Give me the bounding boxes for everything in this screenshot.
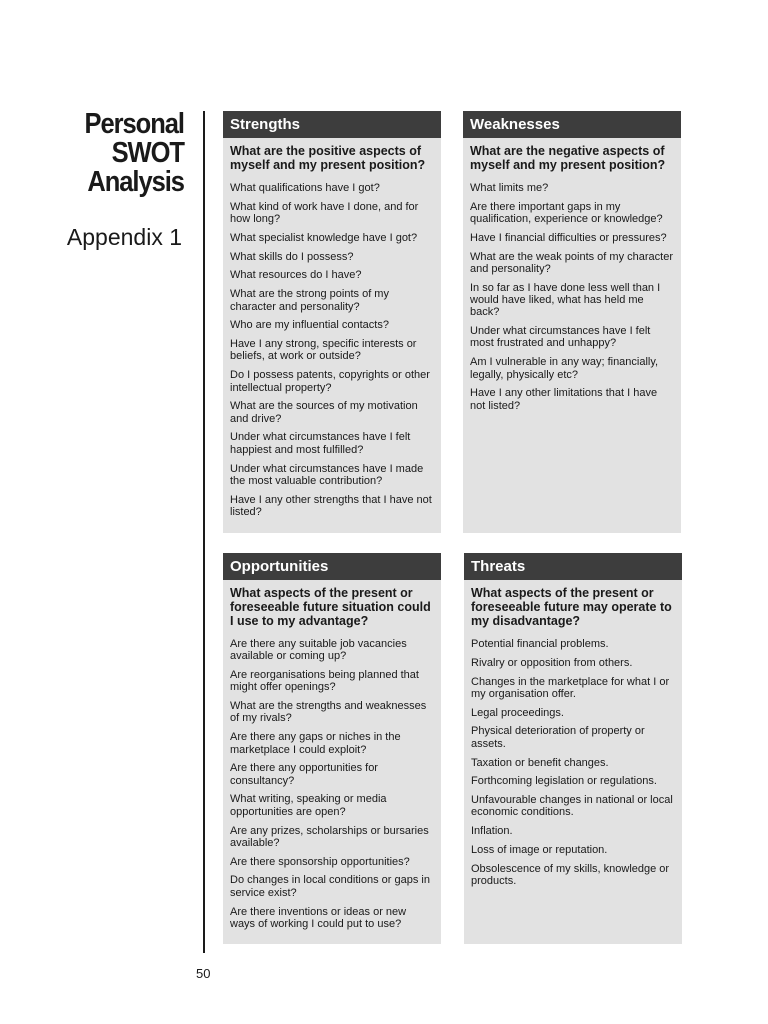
list-item: What resources do I have? <box>230 269 362 282</box>
title-line: SWOT <box>111 137 184 169</box>
list-item: Do I possess patents, copyrights or other intellectual property? <box>230 369 430 394</box>
list-item: What limits me? <box>470 182 549 194</box>
list-item: Are there any opportunities for consultancy? <box>230 762 378 787</box>
list-item: Are any prizes, scholarships or bursaries available? <box>230 824 429 849</box>
list-item: Are there any suitable job vacancies available or coming up? <box>230 638 407 663</box>
list-item: Rivalry or opposition from others. <box>471 656 633 669</box>
list-item: Under what circumstances have I felt most frustrated and unhappy? <box>470 325 651 350</box>
list-item: Have I any other strengths that I have not listed? <box>230 493 432 518</box>
list-item: Obsolescence of my skills, knowledge or products. <box>471 862 670 888</box>
strengths-lead: What are the positive aspects of myself and my present position? <box>230 144 426 172</box>
list-item: Physical deterioration of property or assets. <box>471 725 645 750</box>
list-item: Are there inventions or ideas or new ways of working I could put to use? <box>230 905 407 930</box>
list-item: What are the sources of my motivation and drive? <box>230 400 418 425</box>
title-line: Personal <box>84 108 184 140</box>
strengths-heading: Strengths <box>223 111 441 138</box>
weaknesses-lead: What are the negative aspects of myself and my present position? <box>470 144 666 172</box>
list-item: Have I any other limitations that I have not listed? <box>470 387 658 412</box>
list-item: Have I financial difficulties or pressures? <box>470 231 667 244</box>
list-item: Are there important gaps in my qualification, experience or knowledge? <box>470 200 663 226</box>
page-title <box>85 110 184 197</box>
list-item: Do changes in local conditions or gaps in service exist? <box>230 874 430 899</box>
opportunities-box <box>223 553 441 944</box>
list-item: What are the weak points of my character and personality? <box>470 250 673 275</box>
vertical-divider <box>203 111 205 953</box>
list-item: Have I any strong, specific interests or beliefs, at work or outside? <box>230 338 417 363</box>
opportunities-heading: Opportunities <box>223 553 441 580</box>
threats-lead: What aspects of the present or foreseeable future may operate to my disadvantage? <box>471 586 672 628</box>
list-item: Legal proceedings. <box>471 706 564 719</box>
list-item: What specialist knowledge have I got? <box>230 231 418 244</box>
list-item: Are there sponsorship opportunities? <box>230 855 410 868</box>
page-number: 50 <box>196 966 211 981</box>
list-item: Taxation or benefit changes. <box>471 756 609 769</box>
list-item: What skills do I possess? <box>230 250 354 263</box>
list-item: Loss of image or reputation. <box>471 844 608 857</box>
strengths-box <box>223 111 441 533</box>
list-item: Changes in the marketplace for what I or my organisation offer. <box>471 675 670 700</box>
appendix-label: Appendix 1 <box>66 224 182 250</box>
weaknesses-heading: Weaknesses <box>463 111 681 138</box>
threats-box <box>464 553 682 944</box>
list-item: Who are my influential contacts? <box>230 319 389 332</box>
list-item: Forthcoming legislation or regulations. <box>471 775 657 788</box>
list-item: What are the strengths and weaknesses of my rivals? <box>230 700 427 725</box>
list-item: Am I vulnerable in any way; financially, legally, physically etc? <box>470 356 659 381</box>
opportunities-lead: What aspects of the present or foreseeable future situation could I use to my advantage? <box>230 586 431 628</box>
weaknesses-box <box>463 111 681 533</box>
list-item: What kind of work have I done, and for how long? <box>230 200 419 226</box>
list-item: Unfavourable changes in national or local economic conditions. <box>471 794 673 819</box>
list-item: What are the strong points of my character and personality? <box>230 288 389 313</box>
list-item: Potential financial problems. <box>471 638 609 650</box>
list-item: In so far as I have done less well than I would have liked, what has held me back? <box>470 281 661 319</box>
title-line: Analysis <box>87 166 184 198</box>
threats-heading: Threats <box>464 553 682 580</box>
list-item: Under what circumstances have I made the most valuable contribution? <box>230 462 424 487</box>
list-item: What writing, speaking or media opportunities are open? <box>230 793 387 818</box>
list-item: Inflation. <box>471 825 513 838</box>
list-item: Are reorganisations being planned that might offer openings? <box>230 669 419 694</box>
list-item: Are there any gaps or niches in the marketplace I could exploit? <box>230 731 401 756</box>
list-item: Under what circumstances have I felt happiest and most fulfilled? <box>230 431 411 456</box>
list-item: What qualifications have I got? <box>230 182 380 194</box>
